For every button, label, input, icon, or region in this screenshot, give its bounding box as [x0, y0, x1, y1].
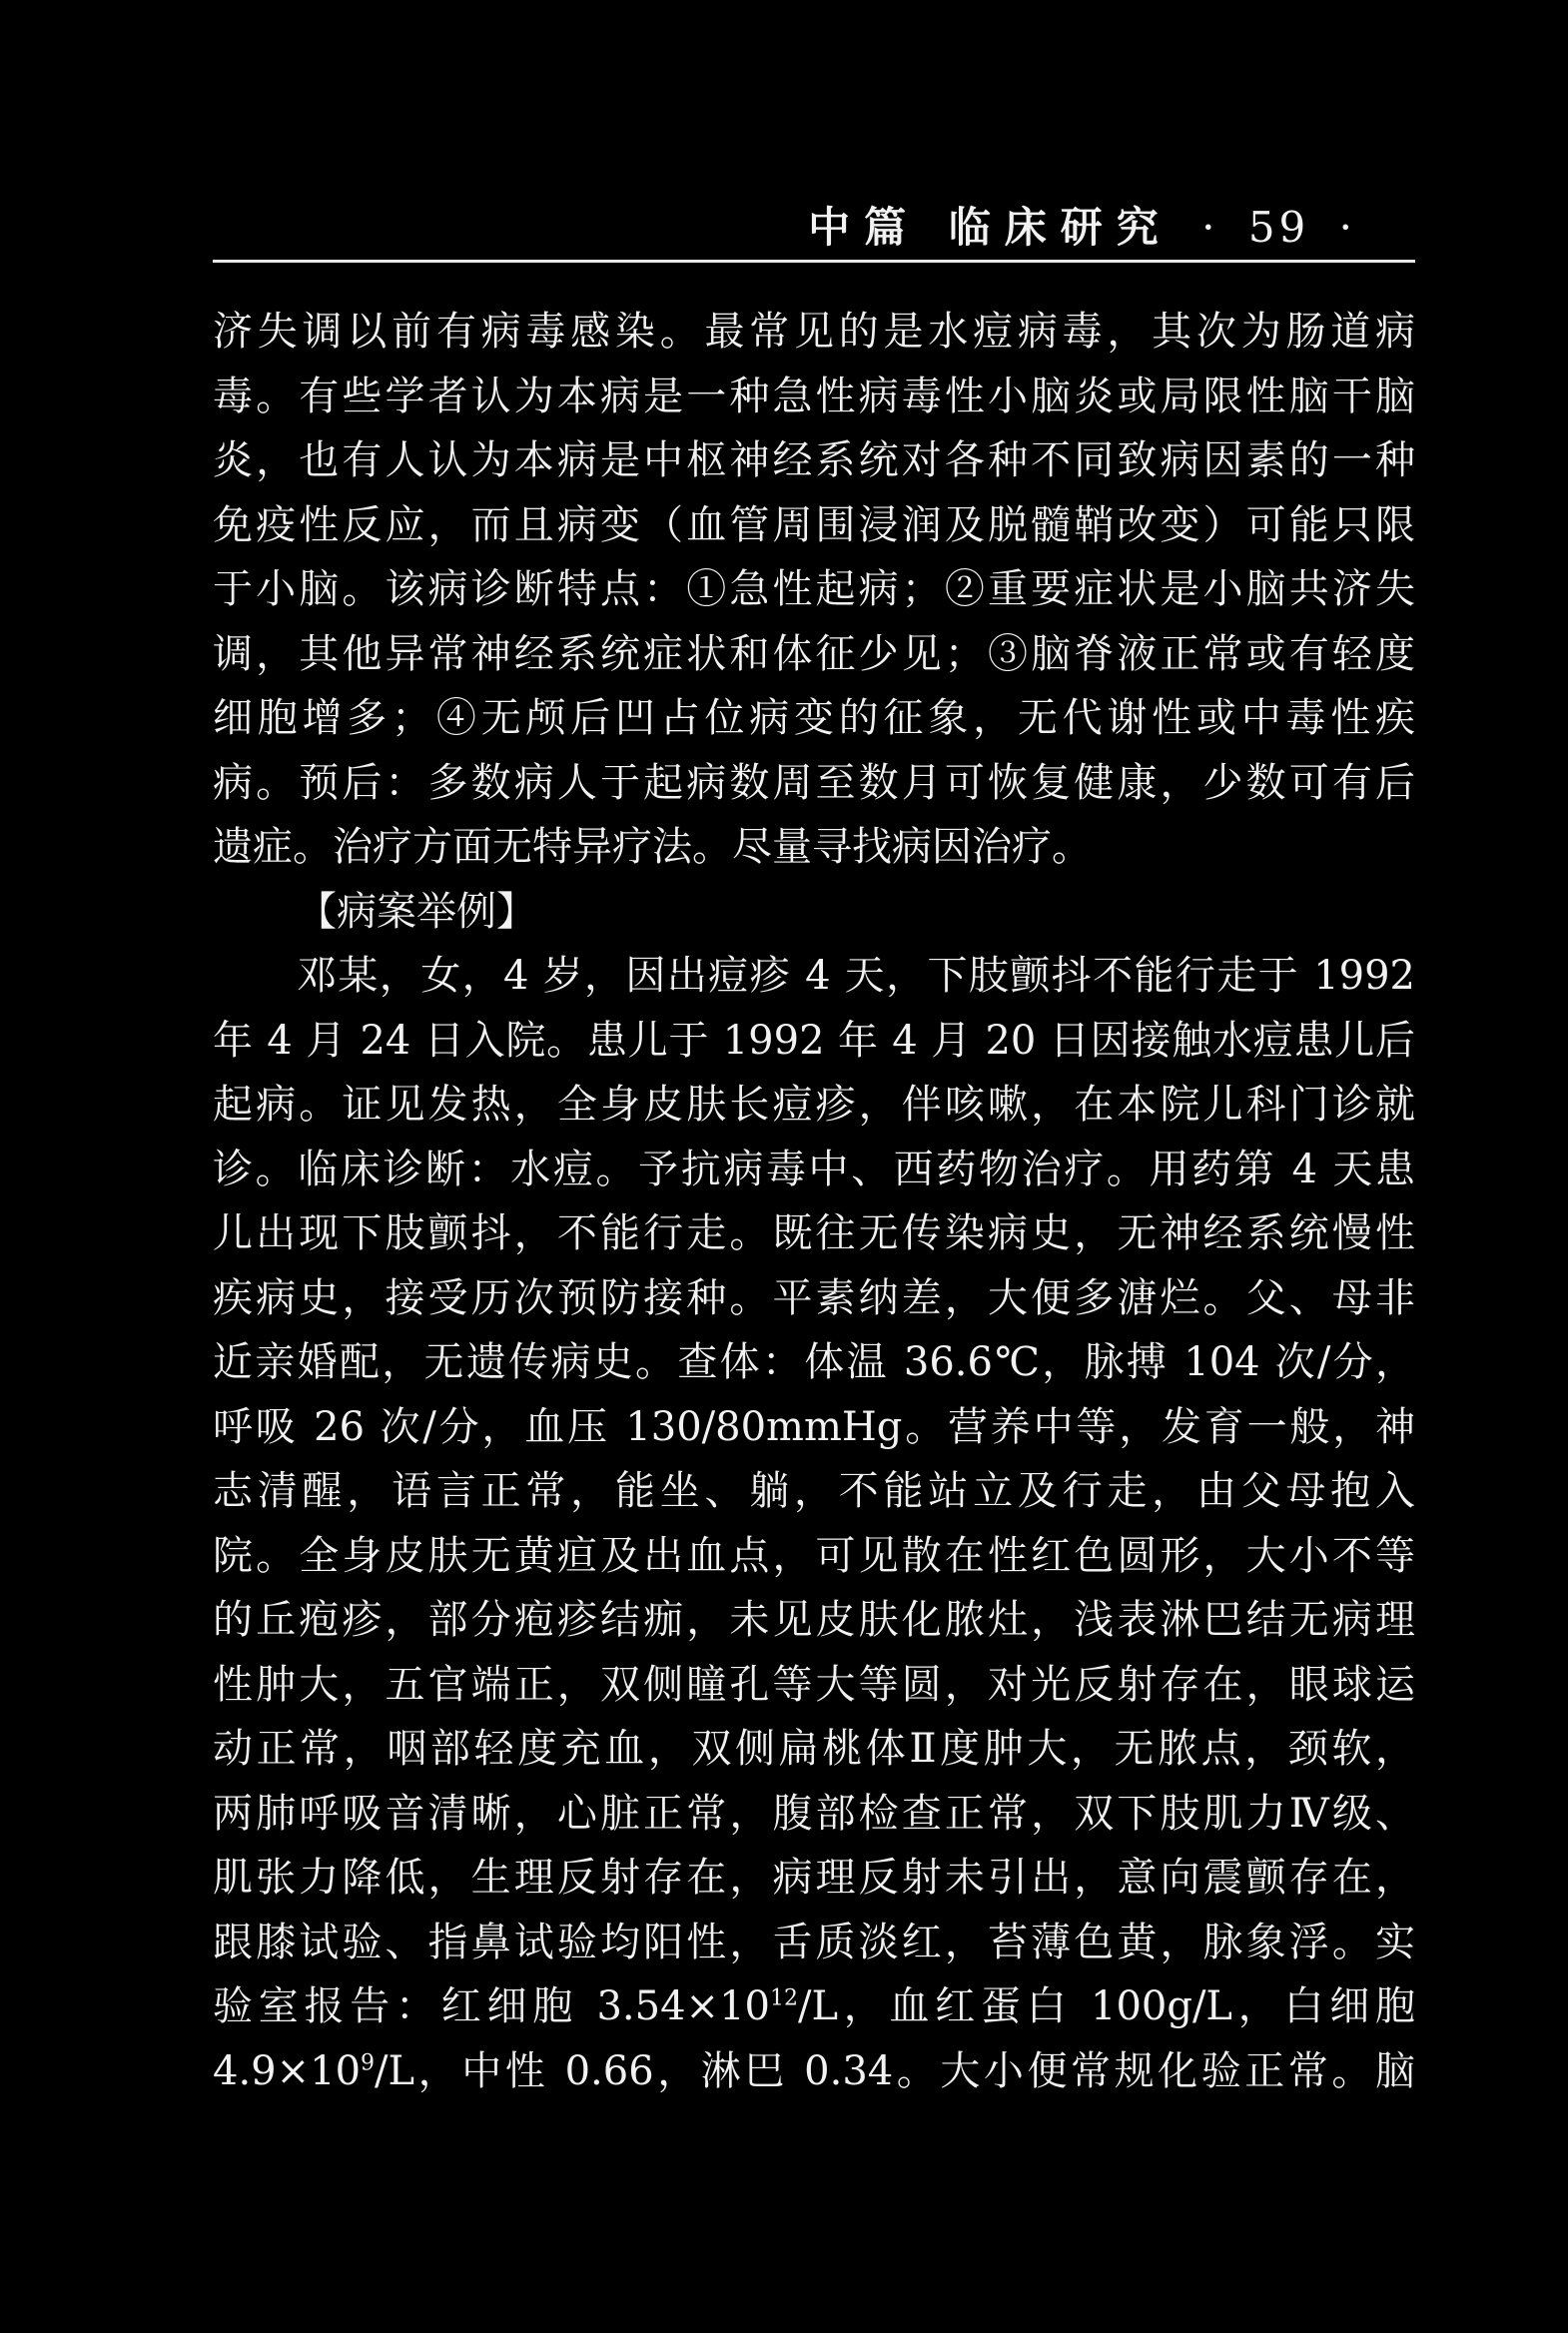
text-line: 性肿大，五官端正，双侧瞳孔等大等圆，对光反射存在，眼球运	[213, 1661, 1415, 1708]
text-line: 呼吸 26 次/分，血压 130/80mmHg。营养中等，发育一般，神	[213, 1403, 1415, 1450]
exponent: 9	[361, 2050, 376, 2076]
text-line-lab-report	[213, 1974, 1415, 2039]
exponent: 12	[769, 1985, 798, 2011]
lab-text-b: /L，血红蛋白 100g/L，白细胞	[797, 1983, 1415, 2029]
text-line: 遗症。治疗方面无特异疗法。尽量寻找病因治疗。	[213, 824, 1092, 870]
text-line: 调，其他异常神经系统症状和体征少见；③脑脊液正常或有轻度	[213, 630, 1415, 677]
text-line: 诊。临床诊断：水痘。予抗病毒中、西药物治疗。用药第 4 天患	[213, 1146, 1415, 1192]
lab-text-a: 验室报告：红细胞 3.54×10	[213, 1983, 770, 2029]
final-text-a: 4.9×10	[213, 2047, 362, 2094]
text-line: 于小脑。该病诊断特点：①急性起病；②重要症状是小脑共济失	[213, 566, 1415, 612]
body-text	[213, 300, 1415, 2103]
text-line: 疾病史，接受历次预防接种。平素纳差，大便多溏烂。父、母非	[213, 1274, 1415, 1321]
final-text-b: /L，中性 0.66，淋巴 0.34。大小便常规化验正常。脑	[375, 2047, 1415, 2094]
text-line: 起病。证见发热，全身皮肤长痘疹，伴咳嗽，在本院儿科门诊就	[213, 1082, 1415, 1128]
text-line: 炎，也有人认为本病是中枢神经系统对各种不同致病因素的一种	[213, 437, 1415, 483]
text-line: 近亲婚配，无遗传病史。查体：体温 36.6℃，脉搏 104 次/分，	[213, 1339, 1415, 1385]
text-line: 年 4 月 24 日入院。患儿于 1992 年 4 月 20 日因接触水痘患儿后	[213, 1017, 1415, 1064]
text-line: 肌张力降低，生理反射存在，病理反射未引出，意向震颤存在，	[213, 1855, 1415, 1901]
text-line: 济失调以前有病毒感染。最常见的是水痘病毒，其次为肠道病	[213, 309, 1415, 355]
text-line: 动正常，咽部轻度充血，双侧扁桃体Ⅱ度肿大，无脓点，颈软，	[213, 1726, 1415, 1772]
separator-dot: ·	[1201, 203, 1219, 252]
text-line: 毒。有些学者认为本病是一种急性病毒性小脑炎或局限性脑干脑	[213, 373, 1415, 419]
text-line: 的丘疱疹，部分疱疹结痂，未见皮肤化脓灶，浅表淋巴结无病理	[213, 1597, 1415, 1643]
text-line: 院。全身皮肤无黄疸及出血点，可见散在性红色圆形，大小不等	[213, 1532, 1415, 1579]
text-line-final	[213, 2039, 1415, 2104]
text-line: 邓某，女，4 岁，因出痘疹 4 天，下肢颤抖不能行走于 1992	[297, 953, 1415, 999]
text-line: 病。预后：多数病人于起病数周至数月可恢复健康，少数可有后	[213, 759, 1415, 806]
separator-dot: ·	[1338, 203, 1356, 252]
text-line: 儿出现下肢颤抖，不能行走。既往无传染病史，无神经系统慢性	[213, 1210, 1415, 1256]
text-line: 志清醒，语言正常，能坐、躺，不能站立及行走，由父母抱入	[213, 1468, 1415, 1514]
page-number: 59	[1247, 203, 1310, 252]
section-heading: 【病案举例】	[297, 888, 536, 935]
text-line: 两肺呼吸音清晰，心脏正常，腹部检查正常，双下肢肌力Ⅳ级、	[213, 1790, 1415, 1837]
text-line: 细胞增多；④无颅后凹占位病变的征象，无代谢性或中毒性疾	[213, 695, 1415, 741]
running-head	[808, 195, 1368, 255]
header-rule	[213, 260, 1415, 263]
text-line: 免疫性反应，而且病变（血管周围浸润及脱髓鞘改变）可能只限	[213, 501, 1415, 548]
journal-title: 中篇 临床研究	[808, 203, 1173, 252]
text-line: 跟膝试验、指鼻试验均阳性，舌质淡红，苔薄色黄，脉象浮。实	[213, 1919, 1415, 1965]
